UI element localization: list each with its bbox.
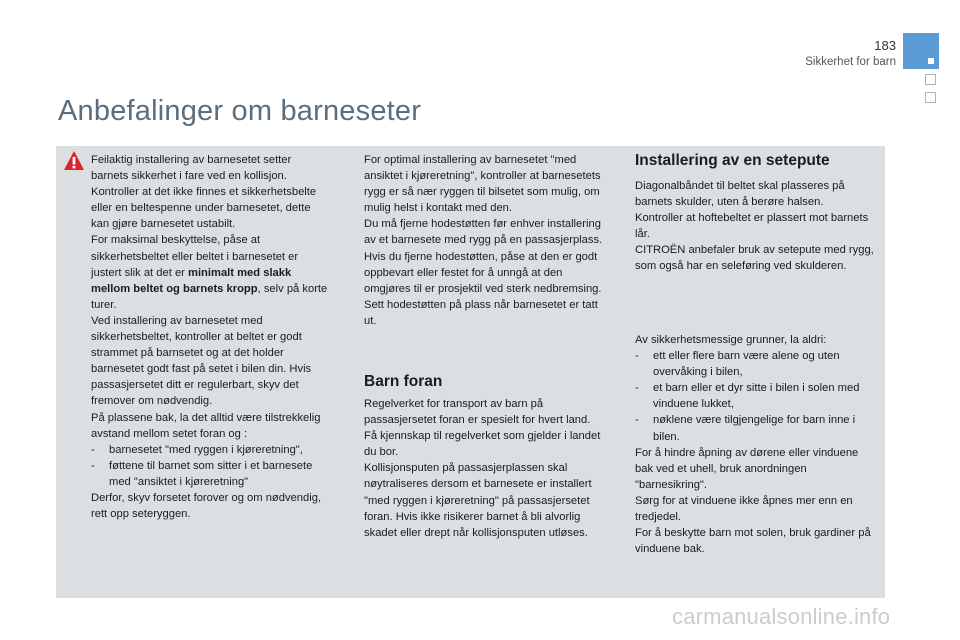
list-item: - et barn eller et dyr sitte i bilen i solen med vinduene lukket,: [635, 380, 878, 412]
chapter-tab-icon: [903, 33, 939, 69]
list-item-text: barnesetet "med ryggen i kjøreretning",: [109, 443, 303, 456]
body-paragraph: CITROËN anbefaler bruk av setepute med rygg, som også har en seleføring ved skulderen.: [635, 244, 874, 273]
body-paragraph: Diagonalbåndet til beltet skal plasseres på barnets skulder, uten å berøre halsen.: [635, 180, 845, 209]
body-paragraph: For å hindre åpning av dørene eller vinduene bak ved et uhell, bruk anordningen "barnesikring".: [635, 446, 859, 491]
warning-paragraph: Kontroller at det ikke finnes et sikkerhetsbelte eller en beltespenne under barnesetet, dette kan gjøre barnesetet ustabilt.: [91, 186, 317, 231]
setepute-text: [635, 178, 878, 275]
warning-paragraph: På plassene bak, la det alltid være tilstrekkelig avstand mellom setet foran og :: [91, 411, 321, 440]
body-paragraph: Av sikkerhetsmessige grunner, la aldri:: [635, 334, 827, 346]
text-span: For maksimal beskyttelse, påse at sikkerhetsbeltet eller beltet i barnesetet er justert slik at det er: [91, 234, 299, 279]
section-label: Sikkerhet for barn: [805, 56, 896, 68]
watermark: carmanualsonline.info: [672, 604, 891, 629]
warning-paragraph: [91, 232, 331, 312]
body-paragraph: Kollisjonsputen på passasjerplassen skal nøytraliseres dersom et barnesete er installert "med ryggen i kjøreretning" på passasjersetet foran. Hvis ikke risikerer barnet å bli alvorlig skadet eller drept når kollisjonsputen utløses.: [364, 462, 592, 539]
list-item-text: ett eller flere barn være alene og uten overvåking i bilen,: [653, 350, 840, 379]
body-paragraph: Kontroller at hoftebeltet er plassert mot barnets lår.: [635, 212, 869, 241]
warning-intro: Feilaktig installering av barnesetet setter barnets sikkerhet i fare ved en kollisjon.: [91, 154, 292, 183]
safety-text: [635, 332, 878, 557]
section-heading-barn-foran: Barn foran: [364, 373, 443, 390]
list-item: - nøklene være tilgjengelige for barn inne i bilen.: [635, 412, 878, 444]
section-heading-setepute: Installering av en setepute: [635, 152, 830, 169]
list-item: - barnesetet "med ryggen i kjøreretning",: [91, 442, 331, 458]
warning-column: [91, 152, 331, 522]
list-item-text: et barn eller et dyr sitte i bilen i solen med vinduene lukket,: [653, 382, 860, 411]
warning-icon: [63, 150, 85, 172]
body-paragraph: Du må fjerne hodestøtten før enhver installering av et barnesete med rygg på en passasjerplass. Hvis du fjerne hodestøtten, påse at den er godt oppbevart eller festet for å unngå at den omgjøres til er prosjektil ved sterk nedbremsing. Sett hodestøtten på plass når barnesetet er tatt ut.: [364, 218, 603, 327]
warning-paragraph: Derfor, skyv forsetet forover og om nødvendig, rett opp seteryggen.: [91, 491, 322, 521]
middle-column: [364, 152, 604, 329]
chapter-tab-outline-icon: [925, 92, 936, 103]
body-paragraph: Regelverket for transport av barn på passasjersetet foran er spesielt for hvert land.: [364, 398, 591, 427]
barn-foran-text: [364, 396, 604, 541]
list-item: - føttene til barnet som sitter i et barnesete med "ansiktet i kjøreretning": [91, 458, 331, 490]
list-item-text: nøklene være tilgjengelige for barn inne i bilen.: [653, 414, 856, 443]
warning-paragraph: Ved installering av barnesetet med sikkerhetsbeltet, kontroller at beltet er godt strammet på barnsetet og at det holder barnesetet godt fast på setet i bilen din. Hvis passasjersetet ditt er regulerbart, skyv det fremover om nødvendig.: [91, 314, 312, 408]
list-item-text: føttene til barnet som sitter i et barnesete med "ansiktet i kjøreretning": [109, 459, 313, 488]
text-span: , selv på korte turer.: [91, 282, 328, 311]
chapter-tab-outline-icon: [925, 74, 936, 85]
body-paragraph: Sørg for at vinduene ikke åpnes mer enn en tredjedel.: [635, 494, 853, 524]
list-item: - ett eller flere barn være alene og uten overvåking i bilen,: [635, 348, 878, 380]
page-title: Anbefalinger om barneseter: [58, 95, 422, 127]
emphasis-text: minimalt med slakk mellom beltet og barnets kropp: [91, 266, 292, 295]
body-paragraph: For å beskytte barn mot solen, bruk gardiner på vinduene bak.: [635, 527, 871, 556]
body-paragraph: Få kjennskap til regelverket som gjelder i landet du bor.: [364, 430, 601, 459]
body-paragraph: For optimal installering av barnesetet "med ansiktet i kjøreretning", kontroller at barnesetets rygg er så nær ryggen til bilsetet som mulig, om mulig helst i kontakt med den.: [364, 154, 601, 215]
page-number: 183: [874, 38, 896, 53]
